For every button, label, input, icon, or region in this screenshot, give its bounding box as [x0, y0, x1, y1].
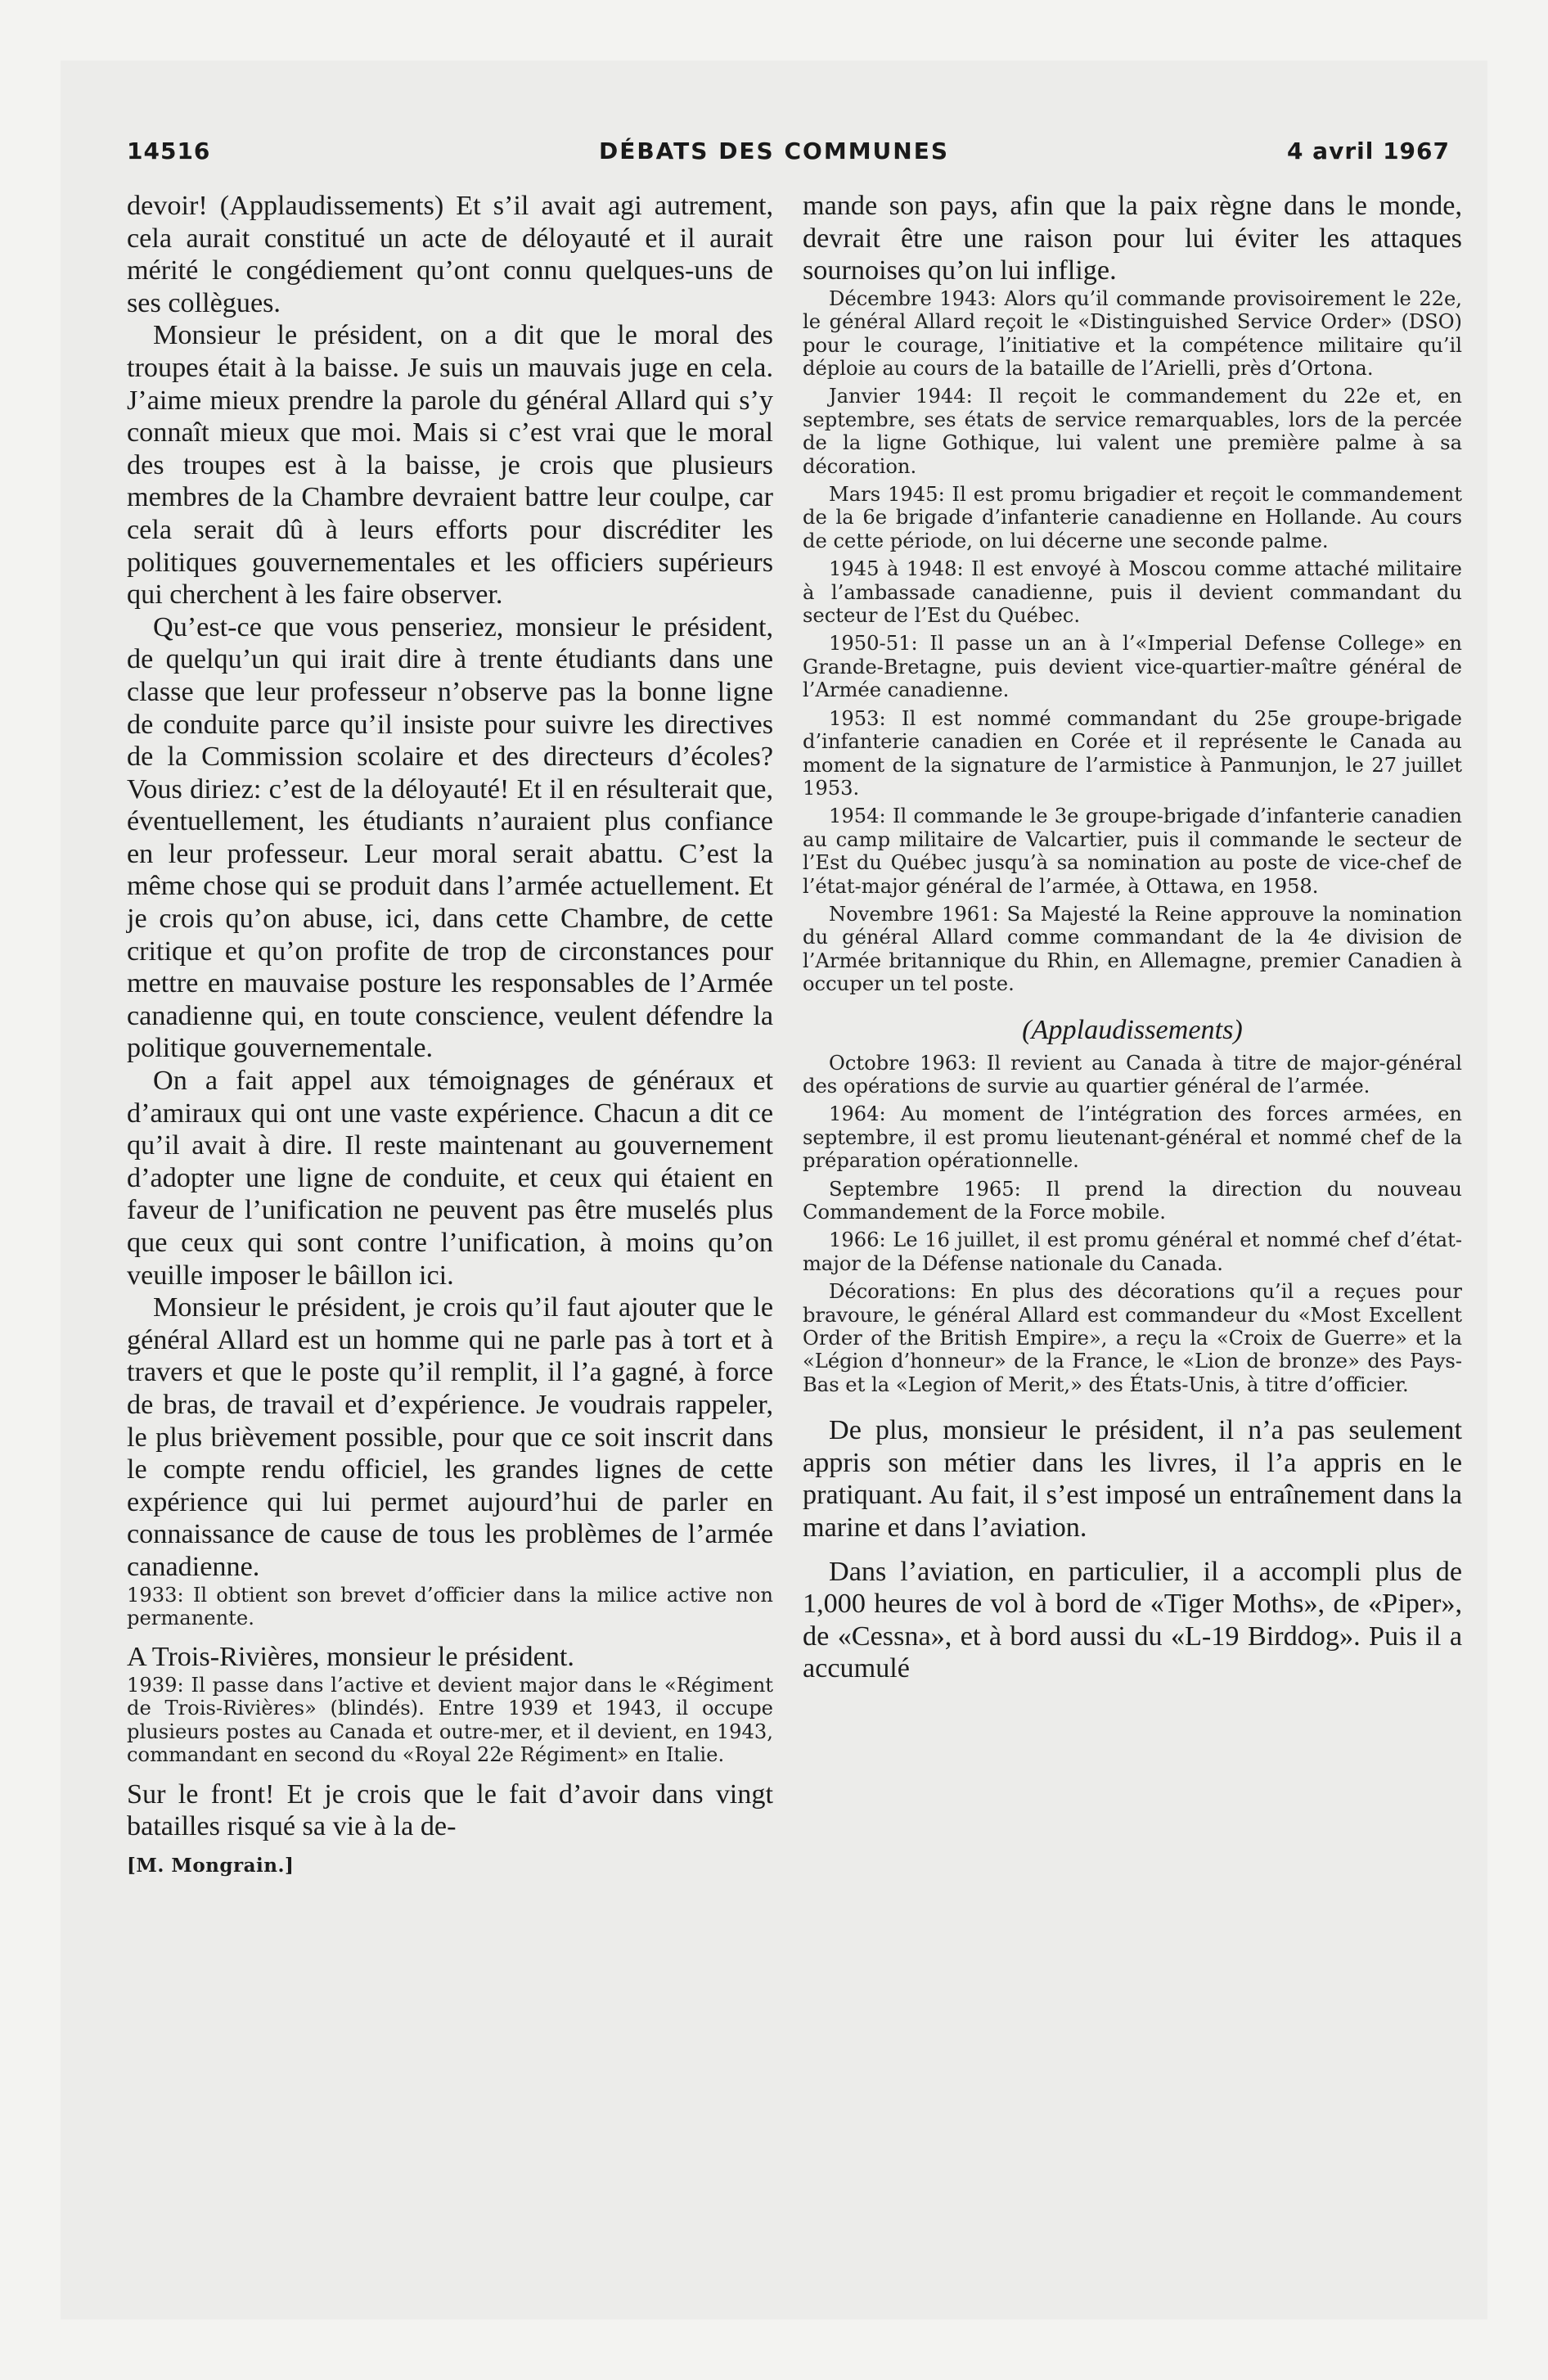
page-number: 14516 — [127, 137, 211, 165]
career-entry: 1933: Il obtient son brevet d’officier dans la milice active non permanente. — [127, 1583, 773, 1629]
career-entry: 1966: Le 16 juillet, il est promu général et nommé chef d’état-major de la Défense nationale du Canada. — [803, 1228, 1462, 1275]
page-date: 4 avril 1967 — [1286, 137, 1450, 165]
paragraph: Sur le front! Et je crois que le fait d’avoir dans vingt batailles risqué sa vie à la de- — [127, 1778, 773, 1842]
page-title: DÉBATS DES COMMUNES — [598, 137, 950, 165]
career-entry: 1950-51: Il passe un an à l’«Imperial Defense College» en Grande-Bretagne, puis devient vice-quartier-maître général de l’Armée canadienne. — [803, 632, 1462, 702]
speaker-name: [M. Mongrain.] — [127, 1854, 295, 1877]
career-entry: Mars 1945: Il est promu brigadier et reçoit le commandement de la 6e brigade d’infanterie canadienne en Hollande. Au cours de cette période, on lui décerne une seconde palme. — [803, 483, 1462, 552]
paragraph: devoir! (Applaudissements) Et s’il avait agi autrement, cela aurait constitué un acte de déloyauté et il aurait mérité le congédiement qu’ont connu quelques-uns de ses collègues. — [127, 191, 773, 318]
career-entry: Septembre 1965: Il prend la direction du nouveau Commandement de la Force mobile. — [803, 1177, 1462, 1224]
paragraph: De plus, monsieur le président, il n’a pas seulement appris son métier dans les livres, il l’a appris en le pratiquant. Au fait, il s’est imposé un entraînement dans la marine et dans l’aviation. — [803, 1415, 1462, 1544]
career-entry: 1954: Il commande le 3e groupe-brigade d’infanterie canadien au camp militaire de Valcartier, puis il commande le secteur de l’Est du Québec jusqu’à sa nomination au poste de vice-chef de l’état-major général de l’armée, à Ottawa, en 1958. — [803, 805, 1462, 898]
career-entry: Novembre 1961: Sa Majesté la Reine approuve la nomination du général Allard comme commandant de la 4e division de l’Armée britannique du Rhin, en Allemagne, premier Canadien à occuper un tel poste. — [803, 902, 1462, 996]
paragraph: Monsieur le président, on a dit que le moral des troupes était à la baisse. Je suis un mauvais juge en cela. J’aime mieux prendre la parole du général Allard qui s’y connaît mieux que moi. Mais si c’est vrai que le moral des troupes est à la baisse, je crois que plusieurs membres de la Chambre devraient battre leur coulpe, car cela serait dû à leurs efforts pour discréditer les politiques gouvernementales et les officiers supérieurs qui cherchent à les faire observer. — [127, 320, 773, 611]
paragraph: A Trois-Rivières, monsieur le président. — [127, 1642, 574, 1673]
career-entry: Décembre 1943: Alors qu’il commande provisoirement le 22e, le général Allard reçoit le «Distinguished Service Order» (DSO) pour le courage, l’initiative et la compétence militaire qu’il déploie au cours de la bataille de l’Arielli, près d’Ortona. — [803, 286, 1462, 380]
applause-note: (Applaudissements) — [1022, 1014, 1243, 1045]
career-entry: 1945 à 1948: Il est envoyé à Moscou comme attaché militaire à l’ambassade canadienne, puis il devient commandant du secteur de l’Est du Québec. — [803, 557, 1462, 628]
career-entry: 1953: Il est nommé commandant du 25e groupe-brigade d’infanterie canadien en Corée et il représente le Canada au moment de la signature de l’armistice à Panmunjon, le 27 juillet 1953. — [803, 706, 1462, 800]
career-entry: Janvier 1944: Il reçoit le commandement du 22e et, en septembre, ses états de service remarquables, lors de la percée de la ligne Gothique, lui valent une première palme à sa décoration. — [803, 385, 1462, 478]
paragraph: On a fait appel aux témoignages de généraux et d’amiraux qui ont une vaste expérience. Chacun a dit ce qu’il avait à dire. Il reste maintenant au gouvernement d’adopter une ligne de conduite, et ceux qui étaient en faveur de l’unification ne peuvent pas être muselés plus que ceux qui sont contre l’unification, à moins qu’on veuille imposer le bâillon ici. — [127, 1066, 773, 1291]
right-column — [803, 190, 1462, 1685]
career-entry: 1964: Au moment de l’intégration des forces armées, en septembre, il est promu lieutenant-général et nommé chef de la préparation opérationnelle. — [803, 1102, 1462, 1173]
decorations-entry: Décorations: En plus des décorations qu’il a reçues pour bravoure, le général Allard est commandeur du «Most Excellent Order of the British Empire», a reçu la «Croix de Guerre» et la «Légion d’honneur» de la France, le «Lion de bronze» des Pays-Bas et la «Legion of Merit,» des États-Unis, à titre d’officier. — [803, 1280, 1462, 1396]
paragraph: Monsieur le président, je crois qu’il faut ajouter que le général Allard est un homme qui ne parle pas à tort et à travers et que le poste qu’il remplit, il l’a gagné, à force de bras, de travail et d’expérience. Je voudrais rappeler, le plus brièvement possible, pour que ce soit inscrit dans le compte rendu officiel, les grandes lignes de cette expérience qui lui permet aujourd’hui de parler en connaissance de cause de tous les problèmes de l’armée canadienne. — [127, 1292, 773, 1582]
paragraph: Qu’est-ce que vous penseriez, monsieur le président, de quelqu’un qui irait dire à trente étudiants dans une classe que leur professeur n’observe pas la bonne ligne de conduite parce qu’il insiste pour suivre les directives de la Commission scolaire et des directeurs d’écoles? Vous diriez: c’est de la déloyauté! Et il en résulterait que, éventuellement, les étudiants n’auraient plus confiance en leur professeur. Leur moral serait abattu. C’est la même chose qui se produit dans l’armée actuellement. Et je crois qu’on abuse, ici, dans cette Chambre, de cette critique et qu’on profite de trop de circonstances pour mettre en mauvaise posture les responsables de l’Armée canadienne qui, en toute conscience, veulent défendre la politique gouvernementale. — [127, 611, 773, 1064]
paragraph: Dans l’aviation, en particulier, il a accompli plus de 1,000 heures de vol à bord de «Tiger Moths», de «Piper», de «Cessna», et à bord aussi du «L-19 Birddog». Puis il a accumulé — [803, 1556, 1462, 1684]
career-entry: Octobre 1963: Il revient au Canada à titre de major-général des opérations de survie au quartier général de l’armée. — [803, 1051, 1462, 1098]
paragraph: mande son pays, afin que la paix règne dans le monde, devrait être une raison pour lui éviter les attaques sournoises qu’on lui inflige. — [803, 191, 1462, 286]
left-column — [127, 190, 773, 1877]
career-entry: 1939: Il passe dans l’active et devient major dans le «Régiment de Trois-Rivières» (blindés). Entre 1939 et 1943, il occupe plusieurs postes au Canada et outre-mer, et il devient, en 1943, commandant en second du «Royal 22e Régiment» en Italie. — [127, 1673, 773, 1767]
